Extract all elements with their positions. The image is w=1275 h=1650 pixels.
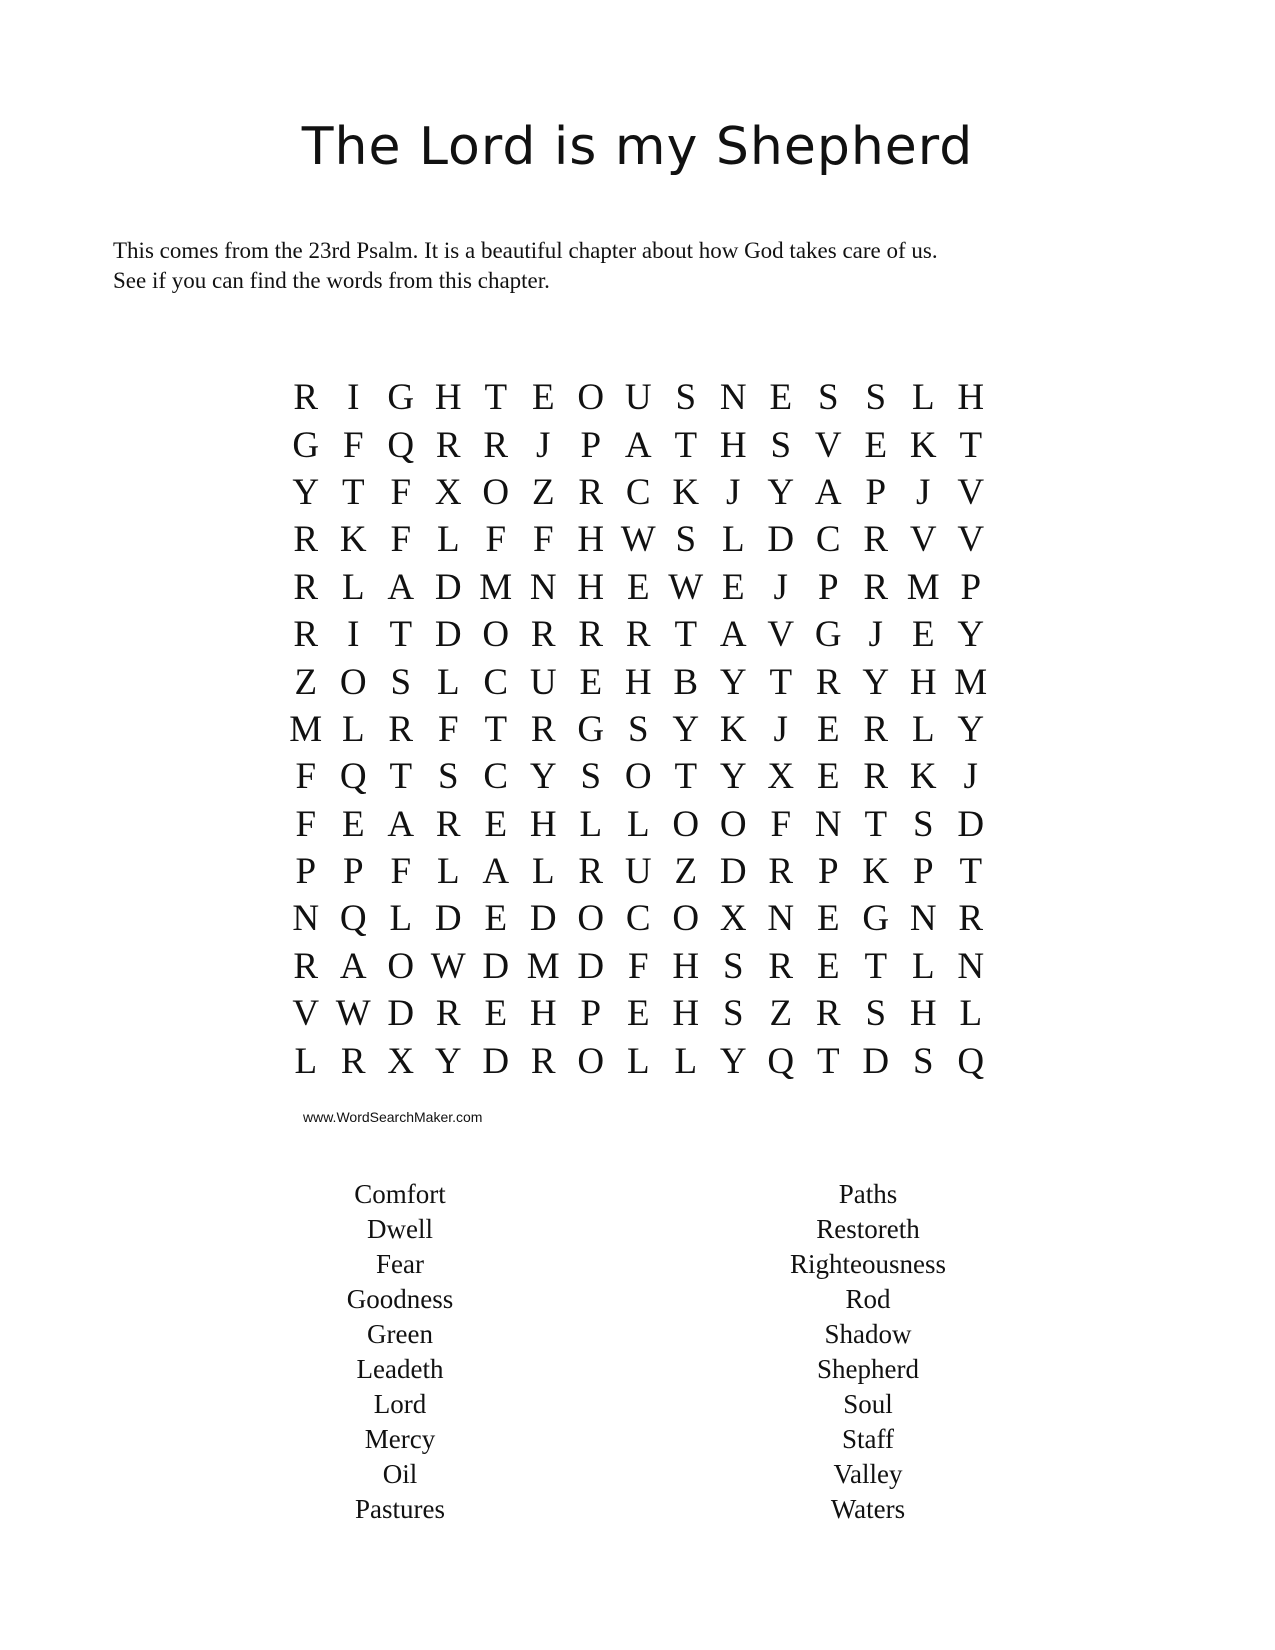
grid-letter: Q (339, 898, 367, 940)
grid-letter: R (435, 803, 461, 845)
grid-letter: P (960, 566, 982, 608)
grid-letter: U (624, 851, 652, 893)
word-list-item: Waters (830, 1494, 906, 1524)
grid-letter: V (957, 471, 985, 513)
grid-letter: A (719, 614, 747, 656)
grid-letter: H (672, 945, 700, 987)
grid-letter: X (767, 756, 795, 798)
grid-letter: K (909, 424, 937, 466)
grid-letter: Z (294, 661, 318, 703)
grid-letter: T (484, 377, 508, 419)
grid-letter: Y (719, 661, 747, 703)
grid-letter: O (339, 661, 367, 703)
grid-letter: Q (767, 1040, 795, 1082)
grid-letter: T (864, 803, 888, 845)
grid-letter: F (437, 708, 459, 750)
grid-letter: G (814, 614, 842, 656)
grid-letter: M (479, 566, 513, 608)
grid-letter: D (719, 851, 747, 893)
intro-line-2: See if you can find the words from this chapter. (113, 268, 550, 293)
grid-letter: M (526, 945, 560, 987)
grid-letter: N (719, 377, 747, 419)
grid-letter: Q (387, 424, 415, 466)
grid-letter: G (292, 424, 320, 466)
grid-letter: T (674, 424, 698, 466)
grid-letter: P (342, 851, 364, 893)
grid-letter: R (293, 377, 319, 419)
grid-letter: O (482, 471, 510, 513)
grid-letter: X (387, 1040, 415, 1082)
grid-letter: F (485, 519, 507, 561)
grid-letter: D (434, 614, 462, 656)
grid-letter: S (817, 377, 839, 419)
word-list-item: Righteousness (789, 1249, 946, 1279)
grid-letter: T (959, 851, 983, 893)
grid-letter: R (625, 614, 651, 656)
grid-letter: L (626, 1040, 650, 1082)
grid-letter: E (531, 377, 555, 419)
grid-letter: A (814, 471, 842, 513)
grid-letter: C (625, 471, 651, 513)
grid-letter: E (911, 614, 935, 656)
grid-letter: L (626, 803, 650, 845)
grid-letter: E (626, 566, 650, 608)
grid-letter: R (483, 424, 509, 466)
grid-letter: R (340, 1040, 366, 1082)
grid-letter: R (768, 851, 794, 893)
grid-letter: N (529, 566, 557, 608)
grid-letter: O (387, 945, 415, 987)
grid-letter: Z (531, 471, 555, 513)
grid-letter: C (483, 661, 509, 703)
grid-letter: T (389, 614, 413, 656)
grid-letter: K (339, 519, 367, 561)
grid-letter: A (387, 803, 415, 845)
grid-letter: N (814, 803, 842, 845)
grid-letter: H (909, 993, 937, 1035)
grid-letter: E (484, 803, 508, 845)
grid-letter: W (335, 993, 371, 1035)
grid-letter: F (295, 756, 317, 798)
grid-letter: S (627, 708, 649, 750)
grid-letter: W (668, 566, 704, 608)
grid-letter: S (722, 993, 744, 1035)
grid-letter: L (294, 1040, 318, 1082)
grid-letter: L (436, 851, 460, 893)
grid-letter: B (673, 661, 699, 703)
grid-letter: Y (292, 471, 320, 513)
grid-letter: D (482, 1040, 510, 1082)
grid-letter: V (814, 424, 842, 466)
grid-letter: R (578, 851, 604, 893)
grid-letter: K (862, 851, 890, 893)
grid-letter: O (719, 803, 747, 845)
grid-letter: Z (769, 993, 793, 1035)
grid-letter: R (530, 708, 556, 750)
grid-letter: F (390, 851, 412, 893)
grid-letter: O (482, 614, 510, 656)
grid-letter: I (347, 377, 360, 419)
grid-letter: R (578, 471, 604, 513)
word-list-right (688, 1177, 1048, 1527)
grid-letter: R (293, 566, 319, 608)
grid-letter: E (864, 424, 888, 466)
grid-letter: N (957, 945, 985, 987)
grid-letter: S (865, 377, 887, 419)
grid-letter: D (482, 945, 510, 987)
grid-letter: P (580, 993, 602, 1035)
grid-letter: R (578, 614, 604, 656)
grid-letter: Y (957, 614, 985, 656)
word-list-item: Staff (842, 1424, 894, 1454)
grid-letter: L (341, 708, 365, 750)
grid-letter: Y (434, 1040, 462, 1082)
grid-letter: U (529, 661, 557, 703)
grid-letter: L (341, 566, 365, 608)
grid-letter: V (909, 519, 937, 561)
word-list-item: Leadeth (356, 1354, 444, 1384)
grid-letter: A (482, 851, 510, 893)
grid-letter: P (817, 851, 839, 893)
grid-letter: Q (339, 756, 367, 798)
grid-letter: Y (719, 756, 747, 798)
grid-letter: P (912, 851, 934, 893)
grid-letter: R (293, 945, 319, 987)
grid-letter: Y (719, 1040, 747, 1082)
grid-letter: V (957, 519, 985, 561)
grid-letter: F (390, 471, 412, 513)
grid-letter: O (577, 1040, 605, 1082)
grid-letter: R (768, 945, 794, 987)
grid-letter: A (387, 566, 415, 608)
grid-letter: H (434, 377, 462, 419)
grid-letter: S (437, 756, 459, 798)
grid-letter: R (530, 614, 556, 656)
grid-letter: F (390, 519, 412, 561)
grid-letter: Z (674, 851, 698, 893)
grid-letter: H (957, 377, 985, 419)
grid-letter: L (389, 898, 413, 940)
grid-letter: J (536, 424, 551, 466)
grid-letter: L (436, 661, 460, 703)
page-title: The Lord is my Shepherd (301, 117, 974, 177)
grid-letter: A (339, 945, 367, 987)
grid-letter: N (767, 898, 795, 940)
grid-letter: R (435, 424, 461, 466)
intro-text (113, 236, 1113, 296)
grid-letter: Y (862, 661, 890, 703)
word-list-item: Pastures (355, 1494, 445, 1524)
grid-letter: P (817, 566, 839, 608)
grid-letter: S (675, 519, 697, 561)
grid-letter: E (816, 708, 840, 750)
grid-letter: G (577, 708, 605, 750)
grid-letter: V (767, 614, 795, 656)
grid-letter: E (769, 377, 793, 419)
grid-letter: Y (957, 708, 985, 750)
word-list-item: Valley (833, 1459, 903, 1489)
grid-letter: C (815, 519, 841, 561)
grid-letter: S (580, 756, 602, 798)
grid-letter: S (675, 377, 697, 419)
grid-letter: J (773, 566, 788, 608)
grid-letter: P (295, 851, 317, 893)
grid-letter: L (436, 519, 460, 561)
word-list-item: Fear (376, 1249, 424, 1279)
word-list-item: Rod (845, 1284, 891, 1314)
grid-letter: O (624, 756, 652, 798)
grid-letter: E (721, 566, 745, 608)
grid-letter: L (959, 993, 983, 1035)
word-search-grid (282, 374, 995, 1085)
grid-letter: G (387, 377, 415, 419)
grid-letter: X (434, 471, 462, 513)
grid-letter: S (770, 424, 792, 466)
grid-letter: F (627, 945, 649, 987)
grid-letter: W (620, 519, 656, 561)
grid-letter: D (957, 803, 985, 845)
grid-letter: S (722, 945, 744, 987)
grid-letter: P (865, 471, 887, 513)
grid-letter: Q (957, 1040, 985, 1082)
grid-letter: T (959, 424, 983, 466)
grid-letter: L (911, 945, 935, 987)
grid-letter: R (815, 993, 841, 1035)
grid-letter: G (862, 898, 890, 940)
grid-letter: T (674, 614, 698, 656)
grid-letter: P (580, 424, 602, 466)
grid-letter: J (773, 708, 788, 750)
grid-letter: C (625, 898, 651, 940)
grid-letter: T (674, 756, 698, 798)
grid-letter: R (958, 898, 984, 940)
grid-letter: E (484, 898, 508, 940)
grid-letter: E (341, 803, 365, 845)
grid-letter: R (863, 756, 889, 798)
grid-letter: U (624, 377, 652, 419)
word-list-item: Dwell (367, 1214, 433, 1244)
grid-letter: L (911, 377, 935, 419)
grid-letter: M (954, 661, 988, 703)
grid-letter: Y (672, 708, 700, 750)
grid-letter: M (906, 566, 940, 608)
grid-letter: T (341, 471, 365, 513)
grid-letter: T (816, 1040, 840, 1082)
grid-letter: D (434, 898, 462, 940)
grid-letter: W (430, 945, 466, 987)
grid-letter: M (289, 708, 323, 750)
grid-letter: D (387, 993, 415, 1035)
grid-letter: H (529, 803, 557, 845)
source-credit: www.WordSearchMaker.com (303, 1109, 483, 1125)
grid-letter: K (719, 708, 747, 750)
grid-letter: K (672, 471, 700, 513)
grid-letter: H (719, 424, 747, 466)
grid-letter: V (292, 993, 320, 1035)
grid-letter: E (816, 945, 840, 987)
grid-letter: R (530, 1040, 556, 1082)
grid-letter: S (865, 993, 887, 1035)
grid-letter: R (863, 519, 889, 561)
grid-letter: S (912, 803, 934, 845)
grid-letter: K (909, 756, 937, 798)
grid-letter: D (862, 1040, 890, 1082)
grid-letter: Y (529, 756, 557, 798)
grid-letter: F (342, 424, 364, 466)
grid-letter: R (863, 708, 889, 750)
grid-letter: L (579, 803, 603, 845)
grid-letter: I (347, 614, 360, 656)
word-list-item: Mercy (364, 1424, 436, 1454)
grid-letter: O (577, 898, 605, 940)
grid-letter: H (577, 566, 605, 608)
grid-letter: N (909, 898, 937, 940)
grid-letter: E (816, 898, 840, 940)
grid-letter: L (674, 1040, 698, 1082)
grid-letter: J (916, 471, 931, 513)
grid-letter: L (911, 708, 935, 750)
grid-letter: H (672, 993, 700, 1035)
grid-letter: R (293, 519, 319, 561)
grid-letter: D (434, 566, 462, 608)
grid-letter: T (769, 661, 793, 703)
grid-letter: J (963, 756, 978, 798)
grid-letter: O (577, 377, 605, 419)
grid-letter: D (529, 898, 557, 940)
grid-letter: R (815, 661, 841, 703)
word-list-item: Soul (843, 1389, 893, 1419)
grid-letter: Y (767, 471, 795, 513)
grid-letter: A (624, 424, 652, 466)
word-list-item: Comfort (354, 1179, 446, 1209)
word-list-item: Restoreth (816, 1214, 920, 1244)
grid-letter: L (531, 851, 555, 893)
grid-letter: X (719, 898, 747, 940)
grid-letter: J (868, 614, 883, 656)
grid-letter: F (770, 803, 792, 845)
grid-letter: F (295, 803, 317, 845)
grid-letter: T (389, 756, 413, 798)
grid-letter: D (577, 945, 605, 987)
grid-letter: C (483, 756, 509, 798)
grid-letter: S (912, 1040, 934, 1082)
grid-letter: L (721, 519, 745, 561)
grid-letter: E (484, 993, 508, 1035)
grid-letter: S (390, 661, 412, 703)
grid-letter: R (435, 993, 461, 1035)
grid-letter: D (767, 519, 795, 561)
grid-letter: R (293, 614, 319, 656)
grid-letter: H (909, 661, 937, 703)
grid-letter: E (579, 661, 603, 703)
word-list-item: Oil (382, 1459, 418, 1489)
word-list-item: Lord (373, 1389, 427, 1419)
grid-letter: E (816, 756, 840, 798)
grid-letter: O (672, 803, 700, 845)
word-list-item: Paths (838, 1179, 898, 1209)
grid-letter: R (863, 566, 889, 608)
grid-letter: N (292, 898, 320, 940)
word-list-item: Shadow (824, 1319, 912, 1349)
grid-letter: O (672, 898, 700, 940)
word-list-item: Goodness (346, 1284, 454, 1314)
grid-letter: J (726, 471, 741, 513)
word-list-item: Green (367, 1319, 433, 1349)
grid-letter: H (624, 661, 652, 703)
grid-letter: R (388, 708, 414, 750)
grid-letter: E (626, 993, 650, 1035)
grid-letter: T (864, 945, 888, 987)
grid-letter: T (484, 708, 508, 750)
word-list-left (220, 1177, 580, 1527)
word-list-item: Shepherd (817, 1354, 919, 1384)
grid-letter: H (529, 993, 557, 1035)
intro-line-1: This comes from the 23rd Psalm. It is a beautiful chapter about how God takes care of us. (113, 238, 938, 263)
grid-letter: F (532, 519, 554, 561)
grid-letter: H (577, 519, 605, 561)
